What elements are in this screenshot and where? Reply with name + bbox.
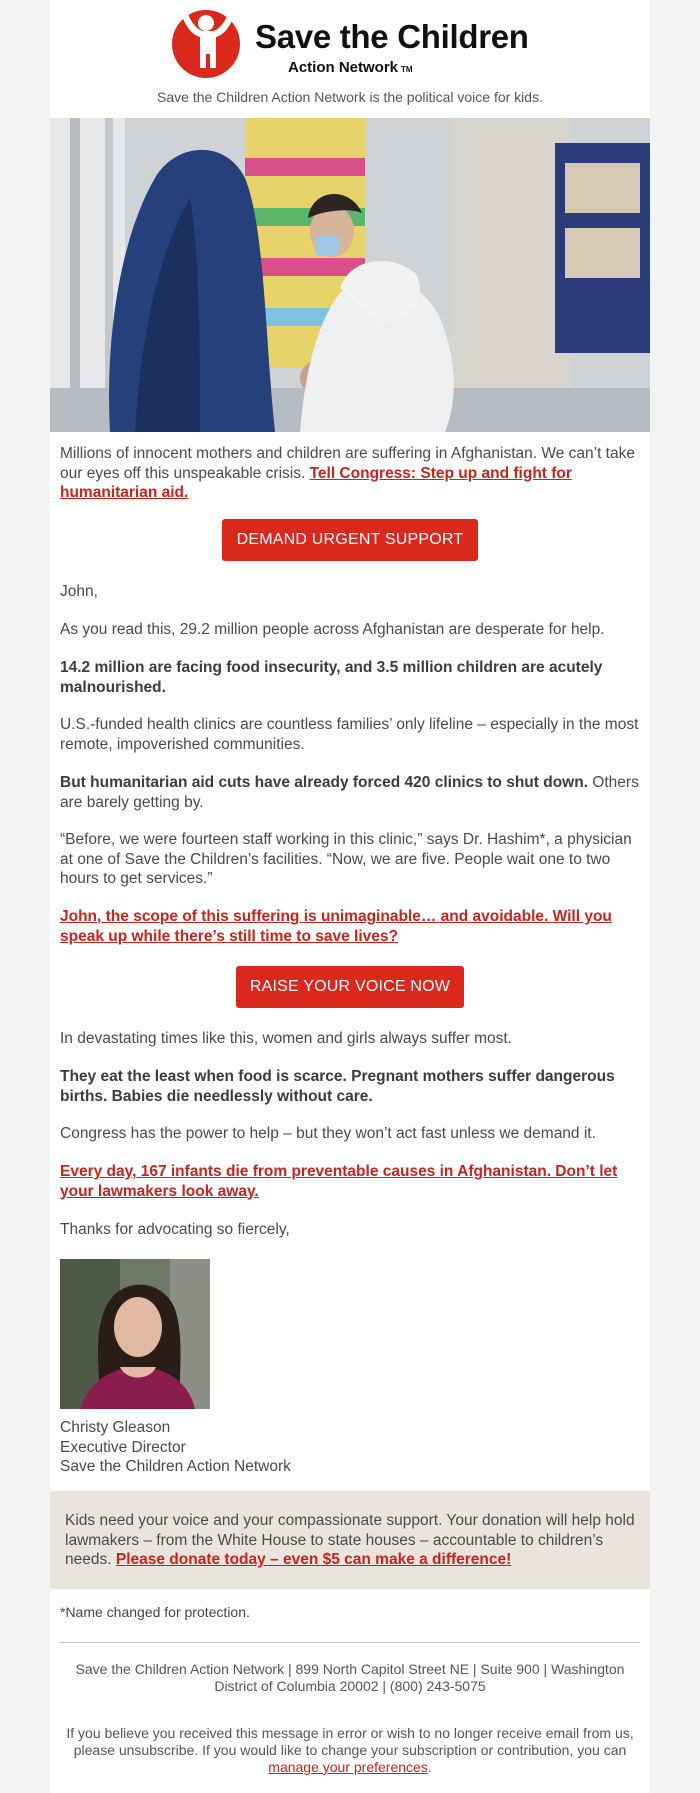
signatory-org: Save the Children Action Network — [60, 1458, 291, 1475]
letter-p3-section — [60, 715, 640, 754]
paragraph-2 — [60, 658, 640, 697]
signatory-title: Executive Director — [60, 1438, 186, 1456]
tagline: Save the Children Action Network is the political voice for kids. — [157, 89, 543, 105]
paragraph-2-bold: 14.2 million are facing food insecurity, and 3.5 million children are acutely malnourished. — [60, 659, 603, 696]
demand-urgent-support-button[interactable]: DEMAND URGENT SUPPORT — [222, 519, 478, 561]
donate-paragraph — [65, 1511, 635, 1570]
infants-link[interactable]: Every day, 167 infants die from preventable causes in Afghanistan. Don’t let your lawmakers look away. — [60, 1163, 618, 1200]
paragraph-4-bold: But humanitarian aid cuts have already forced 420 clinics to shut down. — [60, 774, 588, 791]
closing: Thanks for advocating so fiercely, — [60, 1221, 290, 1238]
logo-subtitle — [288, 59, 413, 76]
paragraph-4-rest: Others are barely getting by. — [60, 774, 639, 811]
footer-legal — [60, 1725, 640, 1776]
paragraph-7: In devastating times like this, women and girls always suffer most. — [60, 1030, 512, 1047]
hero-photo[interactable] — [50, 118, 650, 432]
letter-p1-section — [60, 620, 640, 640]
paragraph-8-bold: They eat the least when food is scarce. Pregnant mothers suffer dangerous births. Babies die needlessly without care. — [60, 1068, 615, 1105]
letter-p6-section — [60, 907, 640, 946]
letter-greeting-section — [60, 582, 640, 602]
letter-p8-section — [60, 1067, 640, 1106]
letter-p7-section — [60, 1029, 640, 1049]
intro-text: Millions of innocent mothers and children are suffering in Afghanistan. We can’t take our eyes off this unspeakable crisis. — [60, 445, 635, 482]
signature-block — [60, 1418, 291, 1477]
legal-end: . — [427, 1759, 432, 1775]
letter-closing-section — [60, 1220, 640, 1240]
legal-text: If you believe you received this message in error or wish to no longer receive email from us, please unsubscribe. If you would like to change your subscription or contribution, you can — [66, 1725, 634, 1758]
signatory-portrait — [60, 1259, 210, 1409]
letter-p9-section — [60, 1124, 640, 1144]
intro-paragraph — [60, 444, 640, 503]
letter-p4-section — [60, 773, 640, 812]
footnote: *Name changed for protection. — [60, 1604, 250, 1620]
letter-p2-section — [60, 658, 640, 697]
save-the-children-logo-icon — [169, 4, 243, 80]
footer-divider — [60, 1642, 640, 1643]
manage-preferences-link[interactable]: manage your preferences — [268, 1759, 428, 1775]
speak-up-link[interactable]: John, the scope of this suffering is unimaginable… and avoidable. Will you speak up while there’s still time to save lives? — [60, 908, 612, 945]
greeting: John, — [60, 583, 98, 600]
donate-text: Kids need your voice and your compassionate support. Your donation will help hold lawmakers – from the White House to state houses – accountable to children’s needs. — [65, 1512, 635, 1568]
raise-your-voice-button[interactable]: RAISE YOUR VOICE NOW — [236, 966, 464, 1008]
letter-p5-section — [60, 830, 640, 889]
letter-p10-section — [60, 1162, 640, 1201]
paragraph-3: U.S.-funded health clinics are countless families’ only lifeline – especially in the most remote, impoverished communities. — [60, 716, 639, 753]
paragraph-4 — [60, 773, 640, 812]
email-body — [50, 0, 650, 1793]
paragraph-8 — [60, 1067, 640, 1106]
donate-link[interactable]: Please donate today – even $5 can make a difference! — [115, 1551, 512, 1568]
footer-address: Save the Children Action Network | 899 North Capitol Street NE | Suite 900 | Washington District of Columbia 20002 | (800) 243-5075 — [75, 1661, 625, 1694]
paragraph-9: Congress has the power to help – but they won’t act fast unless we demand it. — [60, 1125, 596, 1142]
header — [50, 0, 650, 118]
paragraph-1: As you read this, 29.2 million people across Afghanistan are desperate for help. — [60, 621, 605, 638]
logo-title: Save the Children — [255, 18, 529, 55]
donate-callout — [50, 1491, 650, 1589]
intro-section — [60, 444, 640, 503]
trademark: TM — [401, 65, 413, 74]
signatory-name: Christy Gleason — [60, 1419, 171, 1436]
paragraph-6 — [60, 907, 640, 946]
paragraph-5-quote: “Before, we were fourteen staff working in this clinic,” says Dr. Hashim*, a physician at one of Save the Children’s facilities. “Now, we are five. People wait one to two hours to get services.” — [60, 831, 632, 887]
paragraph-10 — [60, 1162, 640, 1201]
tell-congress-link[interactable]: Tell Congress: Step up and fight for humanitarian aid. — [60, 464, 572, 501]
logo-subtitle-text: Action Network — [288, 59, 399, 76]
